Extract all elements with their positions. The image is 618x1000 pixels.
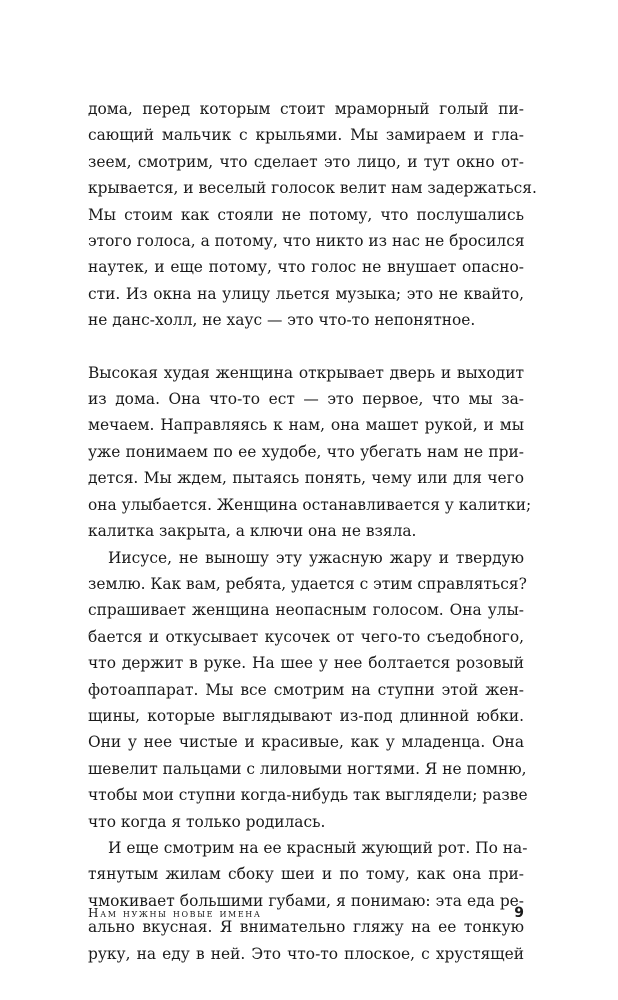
text-line: тянутым жилам сбоку шеи и по тому, как она при- xyxy=(88,865,524,884)
text-line: ально вкусная. Я внимательно гляжу на ее тонкую xyxy=(88,918,524,937)
text-line: из дома. Она что-то ест — это первое, что мы за- xyxy=(88,390,524,409)
text-line: сающий мальчик с крыльями. Мы замираем и гла- xyxy=(88,126,524,145)
text-line: что держит в руке. На шее у нее болтается розовый xyxy=(88,654,524,673)
text-line: крывается, и веселый голосок велит нам задержаться. xyxy=(88,179,537,198)
running-title: Нам нужны новые имена xyxy=(88,906,262,920)
paragraph xyxy=(88,96,537,334)
text-line: этого голоса, а потому, что никто из нас не бросился xyxy=(88,232,525,251)
paragraph xyxy=(88,835,528,967)
text-line: чмокивает большими губами, я понимаю: эта еда ре- xyxy=(88,891,524,910)
text-line: наутек, и еще потому, что голос не внушает опасно- xyxy=(88,258,524,277)
text-line: Высокая худая женщина открывает дверь и выходит xyxy=(88,363,524,382)
text-line: чтобы мои ступни когда-нибудь так выглядели; разве xyxy=(88,786,528,805)
paragraph xyxy=(88,545,528,835)
text-line: И еще смотрим на ее красный жующий рот. По на- xyxy=(108,838,528,857)
text-line: руку, на еду в ней. Это что-то плоское, с хрустящей xyxy=(88,944,524,963)
section-break xyxy=(88,334,524,360)
text-line: Мы стоим как стояли не потому, что послушались xyxy=(88,205,524,224)
text-line: Иисусе, не выношу эту ужасную жару и твердую xyxy=(108,548,524,567)
text-line: спрашивает женщина неопасным голосом. Она улы- xyxy=(88,601,524,620)
text-line: уже понимаем по ее худобе, что убегать нам не при- xyxy=(88,442,524,461)
text-line: шевелит пальцами с лиловыми ногтями. Я не помню, xyxy=(88,759,527,778)
body-text xyxy=(88,96,537,967)
page-number: 9 xyxy=(514,905,524,921)
page-footer xyxy=(88,905,524,921)
text-line: калитка закрыта, а ключи она не взяла. xyxy=(88,522,417,541)
text-line: землю. Как вам, ребята, удается с этим справляться? xyxy=(88,574,527,593)
text-line: мечаем. Направляясь к нам, она машет рукой, и мы xyxy=(88,416,524,435)
text-line: фотоаппарат. Мы все смотрим на ступни этой жен- xyxy=(88,680,524,699)
text-line: дется. Мы ждем, пытаясь понять, чему или для чего xyxy=(88,469,524,488)
text-line: щины, которые выглядывают из-под длинной юбки. xyxy=(88,706,524,725)
text-line: она улыбается. Женщина останавливается у калитки; xyxy=(88,495,532,514)
text-line: бается и откусывает кусочек от чего-то съедобного, xyxy=(88,627,524,646)
text-line: Они у нее чистые и красивые, как у младенца. Она xyxy=(88,733,524,752)
paragraph xyxy=(88,360,532,545)
text-line: дома, перед которым стоит мраморный голый пи- xyxy=(88,100,524,118)
text-line: сти. Из окна на улицу льется музыка; это не квайто, xyxy=(88,284,524,303)
text-line: не данс-холл, не хаус — это что-то непонятное. xyxy=(88,311,476,330)
text-line: зеем, смотрим, что сделает это лицо, и тут окно от- xyxy=(88,152,524,171)
text-line: что когда я только родилась. xyxy=(88,812,326,831)
